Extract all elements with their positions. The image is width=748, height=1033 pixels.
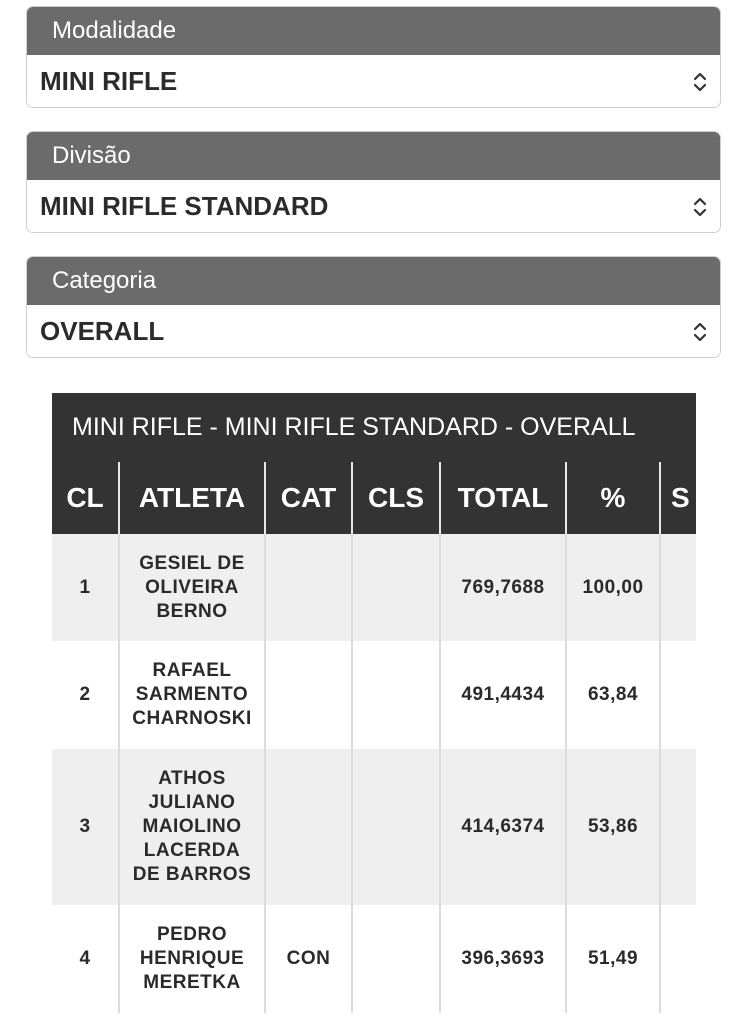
filter-label: Divisão bbox=[27, 132, 720, 180]
cell-total: 396,3693 bbox=[440, 905, 566, 1013]
cell-cl: 3 bbox=[52, 749, 119, 905]
name-line: MAIOLINO bbox=[142, 816, 242, 837]
chevron-up-down-icon bbox=[692, 320, 708, 344]
categoria-select[interactable] bbox=[27, 305, 720, 358]
cell-cls bbox=[352, 534, 440, 641]
header-cat[interactable]: CAT bbox=[265, 462, 352, 534]
table-title: MINI RIFLE - MINI RIFLE STANDARD - OVERALL bbox=[52, 393, 696, 462]
name-line: DE BARROS bbox=[132, 864, 252, 885]
name-line: PEDRO bbox=[156, 924, 228, 945]
name-line: LACERDA bbox=[143, 840, 241, 861]
header-percent[interactable]: % bbox=[566, 462, 660, 534]
name-line: HENRIQUE bbox=[139, 948, 245, 969]
chevron-up-down-icon bbox=[692, 195, 708, 219]
select-value: OVERALL bbox=[40, 316, 165, 346]
name-line: ATHOS bbox=[158, 768, 226, 789]
filter-modalidade bbox=[26, 6, 721, 108]
table-header-row bbox=[52, 462, 696, 534]
results-table-container[interactable] bbox=[52, 393, 696, 1033]
cell-cat: CON bbox=[265, 905, 352, 1013]
cell-atleta bbox=[119, 641, 265, 749]
cell-s bbox=[660, 534, 696, 641]
table-row bbox=[52, 641, 696, 749]
cell-s bbox=[660, 641, 696, 749]
cell-cat bbox=[265, 749, 352, 905]
cell-s bbox=[660, 749, 696, 905]
select-value: MINI RIFLE STANDARD bbox=[40, 191, 329, 221]
cell-percent: 53,86 bbox=[566, 749, 660, 905]
cell-atleta bbox=[119, 905, 265, 1013]
cell-percent: 100,00 bbox=[566, 534, 660, 641]
cell-cat bbox=[265, 534, 352, 641]
header-cls[interactable]: CLS bbox=[352, 462, 440, 534]
cell-cls bbox=[352, 749, 440, 905]
cell-cl: 2 bbox=[52, 641, 119, 749]
header-atleta[interactable]: ATLETA bbox=[119, 462, 265, 534]
cell-total: 491,4434 bbox=[440, 641, 566, 749]
table-row bbox=[52, 905, 696, 1013]
name-line: SARMENTO bbox=[135, 684, 249, 705]
cell-atleta bbox=[119, 534, 265, 641]
name-line: MERETKA bbox=[143, 972, 241, 993]
cell-cls bbox=[352, 641, 440, 749]
filter-label: Categoria bbox=[27, 257, 720, 305]
modalidade-select[interactable] bbox=[27, 55, 720, 108]
filter-divisao bbox=[26, 131, 721, 233]
cell-cl: 1 bbox=[52, 534, 119, 641]
chevron-up-down-icon bbox=[692, 70, 708, 94]
name-line: GESIEL DE bbox=[139, 552, 245, 574]
cell-total: 414,6374 bbox=[440, 749, 566, 905]
filter-label: Modalidade bbox=[27, 7, 720, 55]
header-s[interactable]: S bbox=[660, 462, 696, 534]
select-value: MINI RIFLE bbox=[40, 66, 178, 96]
table-row bbox=[52, 749, 696, 905]
cell-cat bbox=[265, 641, 352, 749]
header-cl[interactable]: CL bbox=[52, 462, 119, 534]
header-total[interactable]: TOTAL bbox=[440, 462, 566, 534]
cell-s bbox=[660, 905, 696, 1013]
name-line: RAFAEL bbox=[152, 660, 232, 681]
cell-cls bbox=[352, 905, 440, 1013]
cell-percent: 51,49 bbox=[566, 905, 660, 1013]
cell-percent: 63,84 bbox=[566, 641, 660, 749]
cell-cl: 4 bbox=[52, 905, 119, 1013]
name-line: OLIVEIRA bbox=[145, 576, 239, 598]
divisao-select[interactable] bbox=[27, 180, 720, 233]
cell-atleta bbox=[119, 749, 265, 905]
name-line: JULIANO bbox=[148, 792, 236, 813]
cell-total: 769,7688 bbox=[440, 534, 566, 641]
name-line: CHARNOSKI bbox=[132, 708, 252, 729]
filter-categoria bbox=[26, 256, 721, 358]
name-line: BERNO bbox=[156, 600, 228, 622]
table-row bbox=[52, 534, 696, 641]
results-table bbox=[52, 462, 696, 1013]
